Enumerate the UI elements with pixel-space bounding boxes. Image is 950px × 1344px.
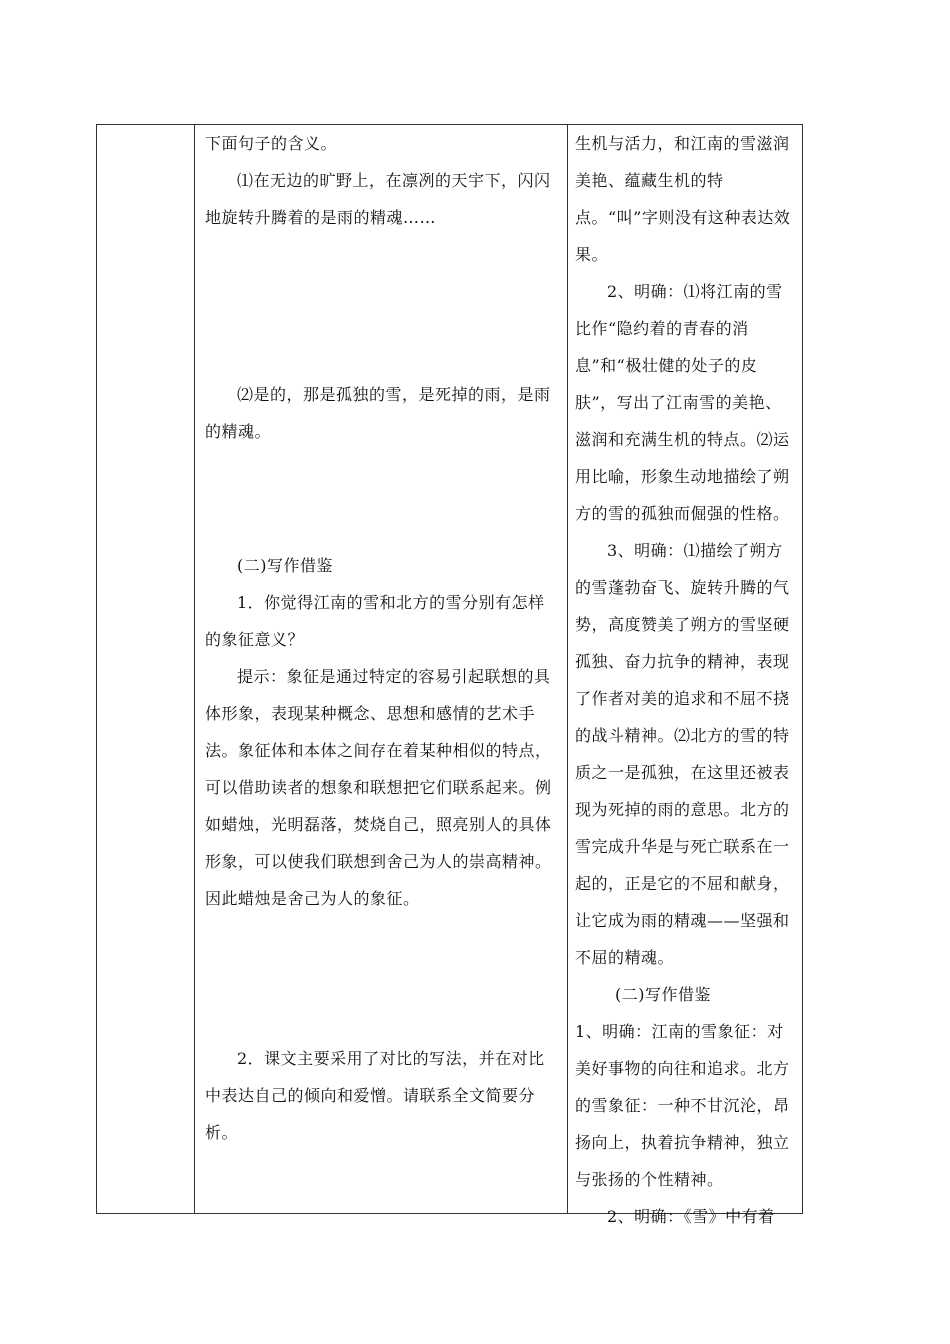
question-1: 1．你觉得江南的雪和北方的雪分别有怎样的象征意义？ bbox=[205, 593, 545, 649]
sentence-1: ⑴在无边的旷野上，在凛冽的天宇下，闪闪地旋转升腾着的是雨的精魂…… bbox=[205, 171, 551, 227]
answer-cell bbox=[575, 125, 792, 1235]
section-heading-writing-answer: (二)写作借鉴 bbox=[615, 985, 711, 1004]
answer-3: 3、明确：⑴描绘了朔方的雪蓬勃奋飞、旋转升腾的气势，高度赞美了朔方的雪坚硬孤独、奋力抗争的精神，表现了作者对美的追求和不屈不挠的战斗精神。⑵北方的雪的特质之一是孤独，在这里还被表现为死掉的雨的意思。北方的雪完成升华是与死亡联系在一起的，正是它的不屈和献身，让它成为雨的精魂——坚强和不屈的精魂。 bbox=[575, 541, 790, 967]
column-divider-2 bbox=[567, 125, 568, 1213]
section-heading-writing: (二)写作借鉴 bbox=[237, 556, 333, 575]
writing-answer-2: 2、明确：《雪》中有着 bbox=[607, 1207, 775, 1226]
answer-continuation: 生机与活力，和江南的雪滋润美艳、蕴藏生机的特点。“叫”字则没有这种表达效果。 bbox=[575, 134, 791, 264]
teaching-process-cell bbox=[205, 125, 560, 1151]
writing-answer-1: 1、明确：江南的雪象征：对美好事物的向往和追求。北方的雪象征：一种不甘沉沦，昂扬向上，执着抗争精神，独立与张扬的个性精神。 bbox=[575, 1022, 790, 1189]
column-divider-1 bbox=[194, 125, 195, 1213]
lesson-table bbox=[96, 124, 803, 1226]
hint-paragraph: 提示：象征是通过特定的容易引起联想的具体形象，表现某种概念、思想和感情的艺术手法。象征体和本体之间存在着某种相似的特点，可以借助读者的想象和联想把它们联系起来。例如蜡烛，光明磊落，焚烧自己，照亮别人的具体形象，可以使我们联想到舍己为人的崇高精神。因此蜡烛是舍己为人的象征。 bbox=[205, 667, 552, 908]
sentence-2: ⑵是的，那是孤独的雪，是死掉的雨，是雨的精魂。 bbox=[205, 385, 551, 441]
intro-line: 下面句子的含义。 bbox=[205, 134, 338, 153]
question-2: 2．课文主要采用了对比的写法，并在对比中表达自己的倾向和爱憎。请联系全文简要分析。 bbox=[205, 1049, 545, 1142]
answer-2: 2、明确：⑴将江南的雪比作“隐约着的青春的消息”和“极壮健的处子的皮肤”，写出了江南雪的美艳、滋润和充满生机的特点。⑵运用比喻，形象生动地描绘了朔方的雪的孤独而倔强的性格。 bbox=[575, 282, 790, 523]
